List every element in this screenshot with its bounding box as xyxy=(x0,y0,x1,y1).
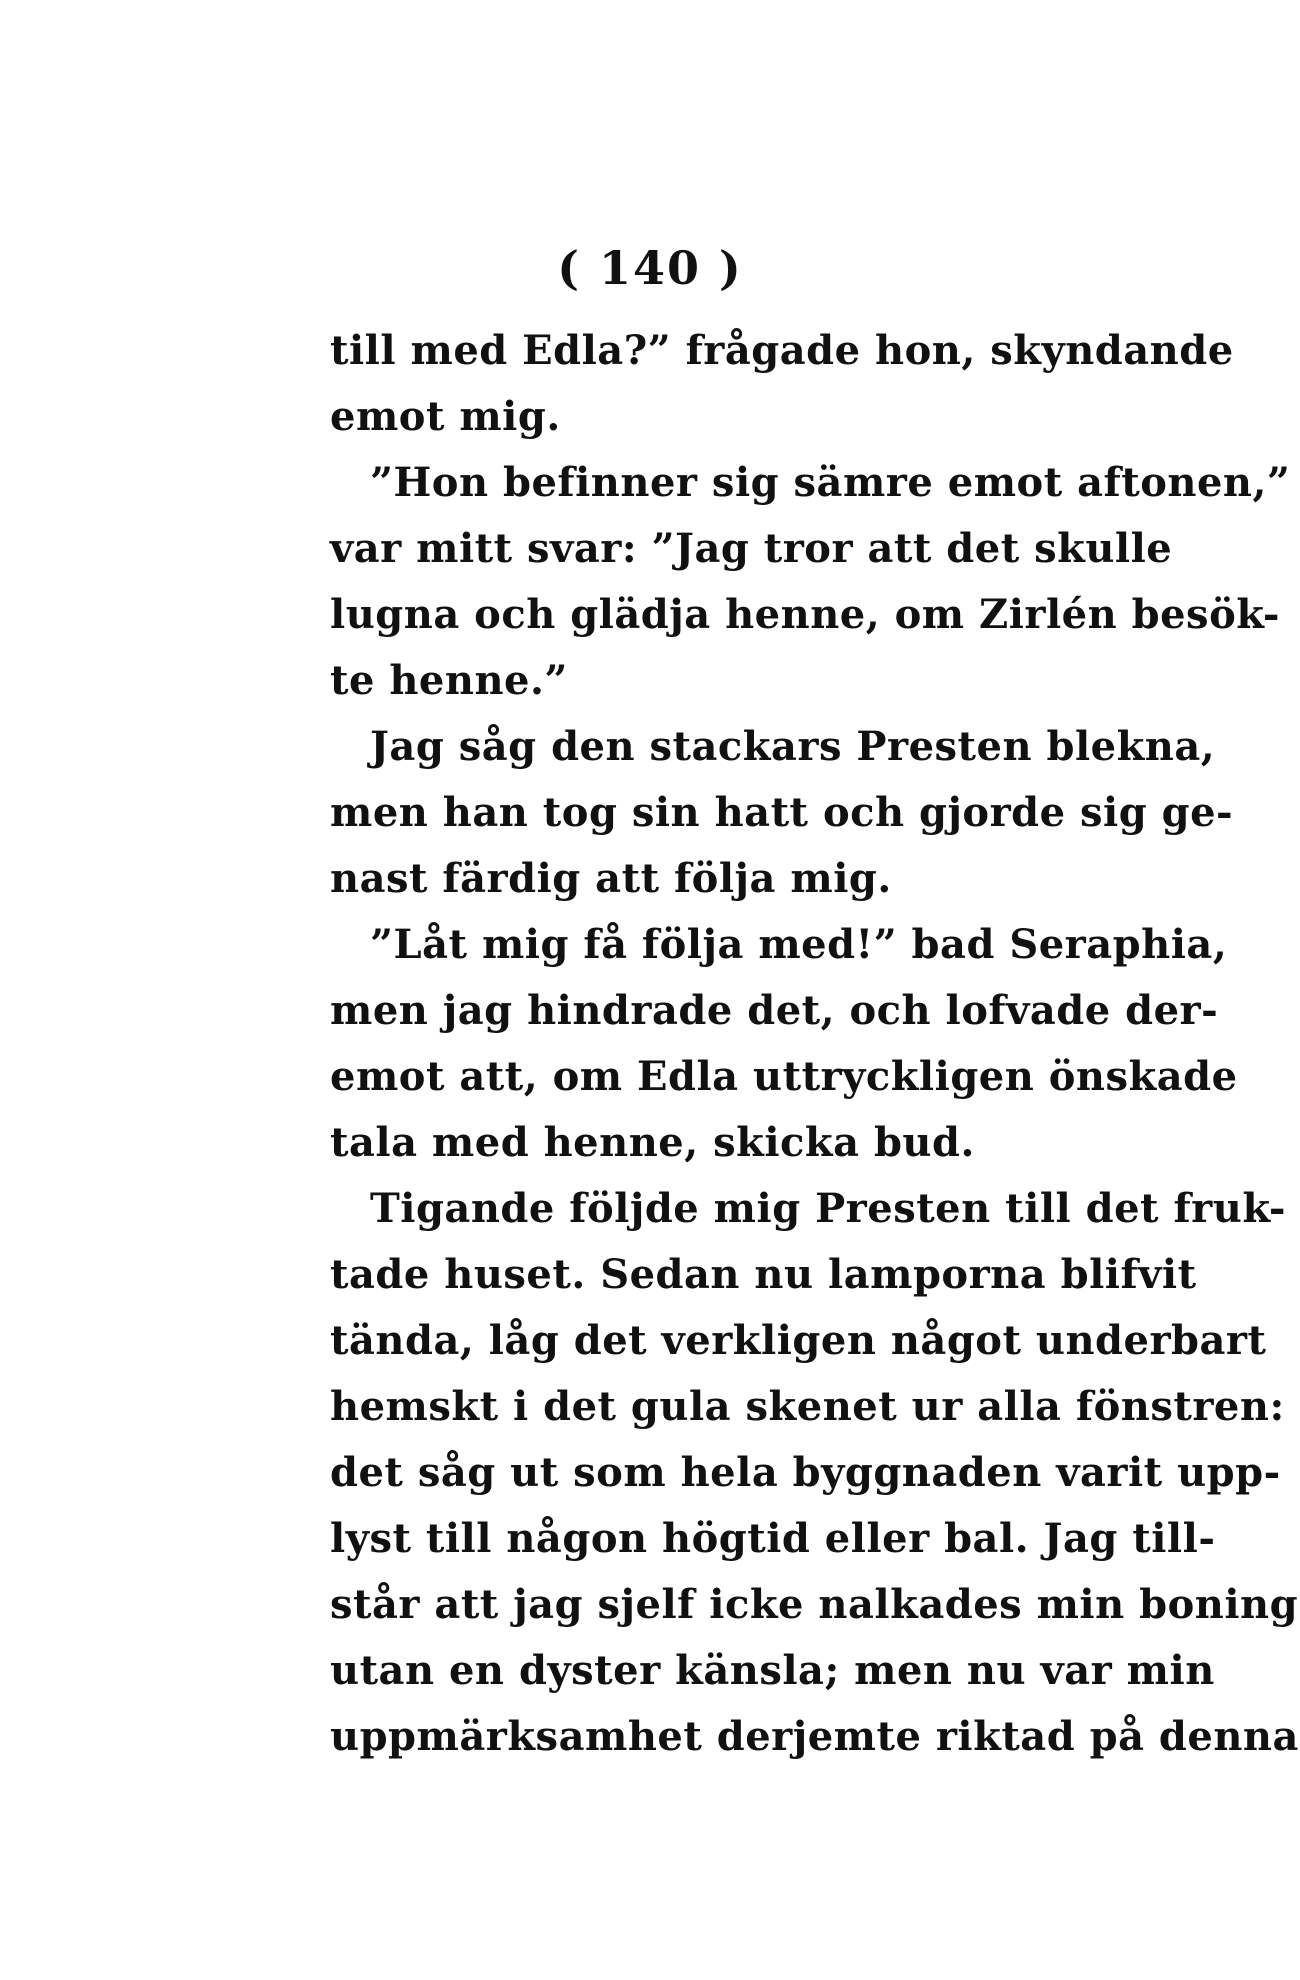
text-line-10: ”Låt mig få följa med!” bad Seraphia, xyxy=(370,921,1228,968)
text-line-21: utan en dyster känsla; men nu var min xyxy=(330,1647,1215,1694)
text-line-17: hemskt i det gula skenet ur alla fönstren: xyxy=(330,1383,1285,1430)
text-line-2: emot mig. xyxy=(330,393,561,440)
text-line-11: men jag hindrade det, och lofvade der- xyxy=(330,987,1219,1034)
text-line-20: står att jag sjelf icke nalkades min boning xyxy=(330,1581,1299,1628)
page-number: ( 140 ) xyxy=(557,241,743,295)
text-line-16: tända, låg det verkligen något underbart xyxy=(330,1317,1267,1364)
text-line-19: lyst till någon högtid eller bal. Jag till- xyxy=(330,1515,1216,1562)
text-line-6: te henne.” xyxy=(330,657,568,704)
text-line-7: Jag såg den stackars Presten blekna, xyxy=(370,723,1216,770)
body-text xyxy=(330,318,1299,1770)
text-line-9: nast färdig att följa mig. xyxy=(330,855,892,902)
text-line-8: men han tog sin hatt och gjorde sig ge- xyxy=(330,789,1234,836)
text-line-18: det såg ut som hela byggnaden varit upp- xyxy=(330,1449,1281,1496)
text-line-5: lugna och glädja henne, om Zirlén besök- xyxy=(330,591,1280,638)
text-line-4: var mitt svar: ”Jag tror att det skulle xyxy=(330,525,1173,572)
text-line-13: tala med henne, skicka bud. xyxy=(330,1119,975,1166)
text-line-14: Tigande följde mig Presten till det fruk- xyxy=(370,1185,1287,1232)
text-line-1: till med Edla?” frågade hon, skyndande xyxy=(330,327,1234,374)
text-line-12: emot att, om Edla uttryckligen önskade xyxy=(330,1053,1238,1100)
text-line-22: uppmärksamhet derjemte riktad på denna xyxy=(330,1713,1299,1760)
text-line-15: tade huset. Sedan nu lamporna blifvit xyxy=(330,1251,1197,1298)
text-line-3: ”Hon befinner sig sämre emot aftonen,” xyxy=(370,459,1291,506)
